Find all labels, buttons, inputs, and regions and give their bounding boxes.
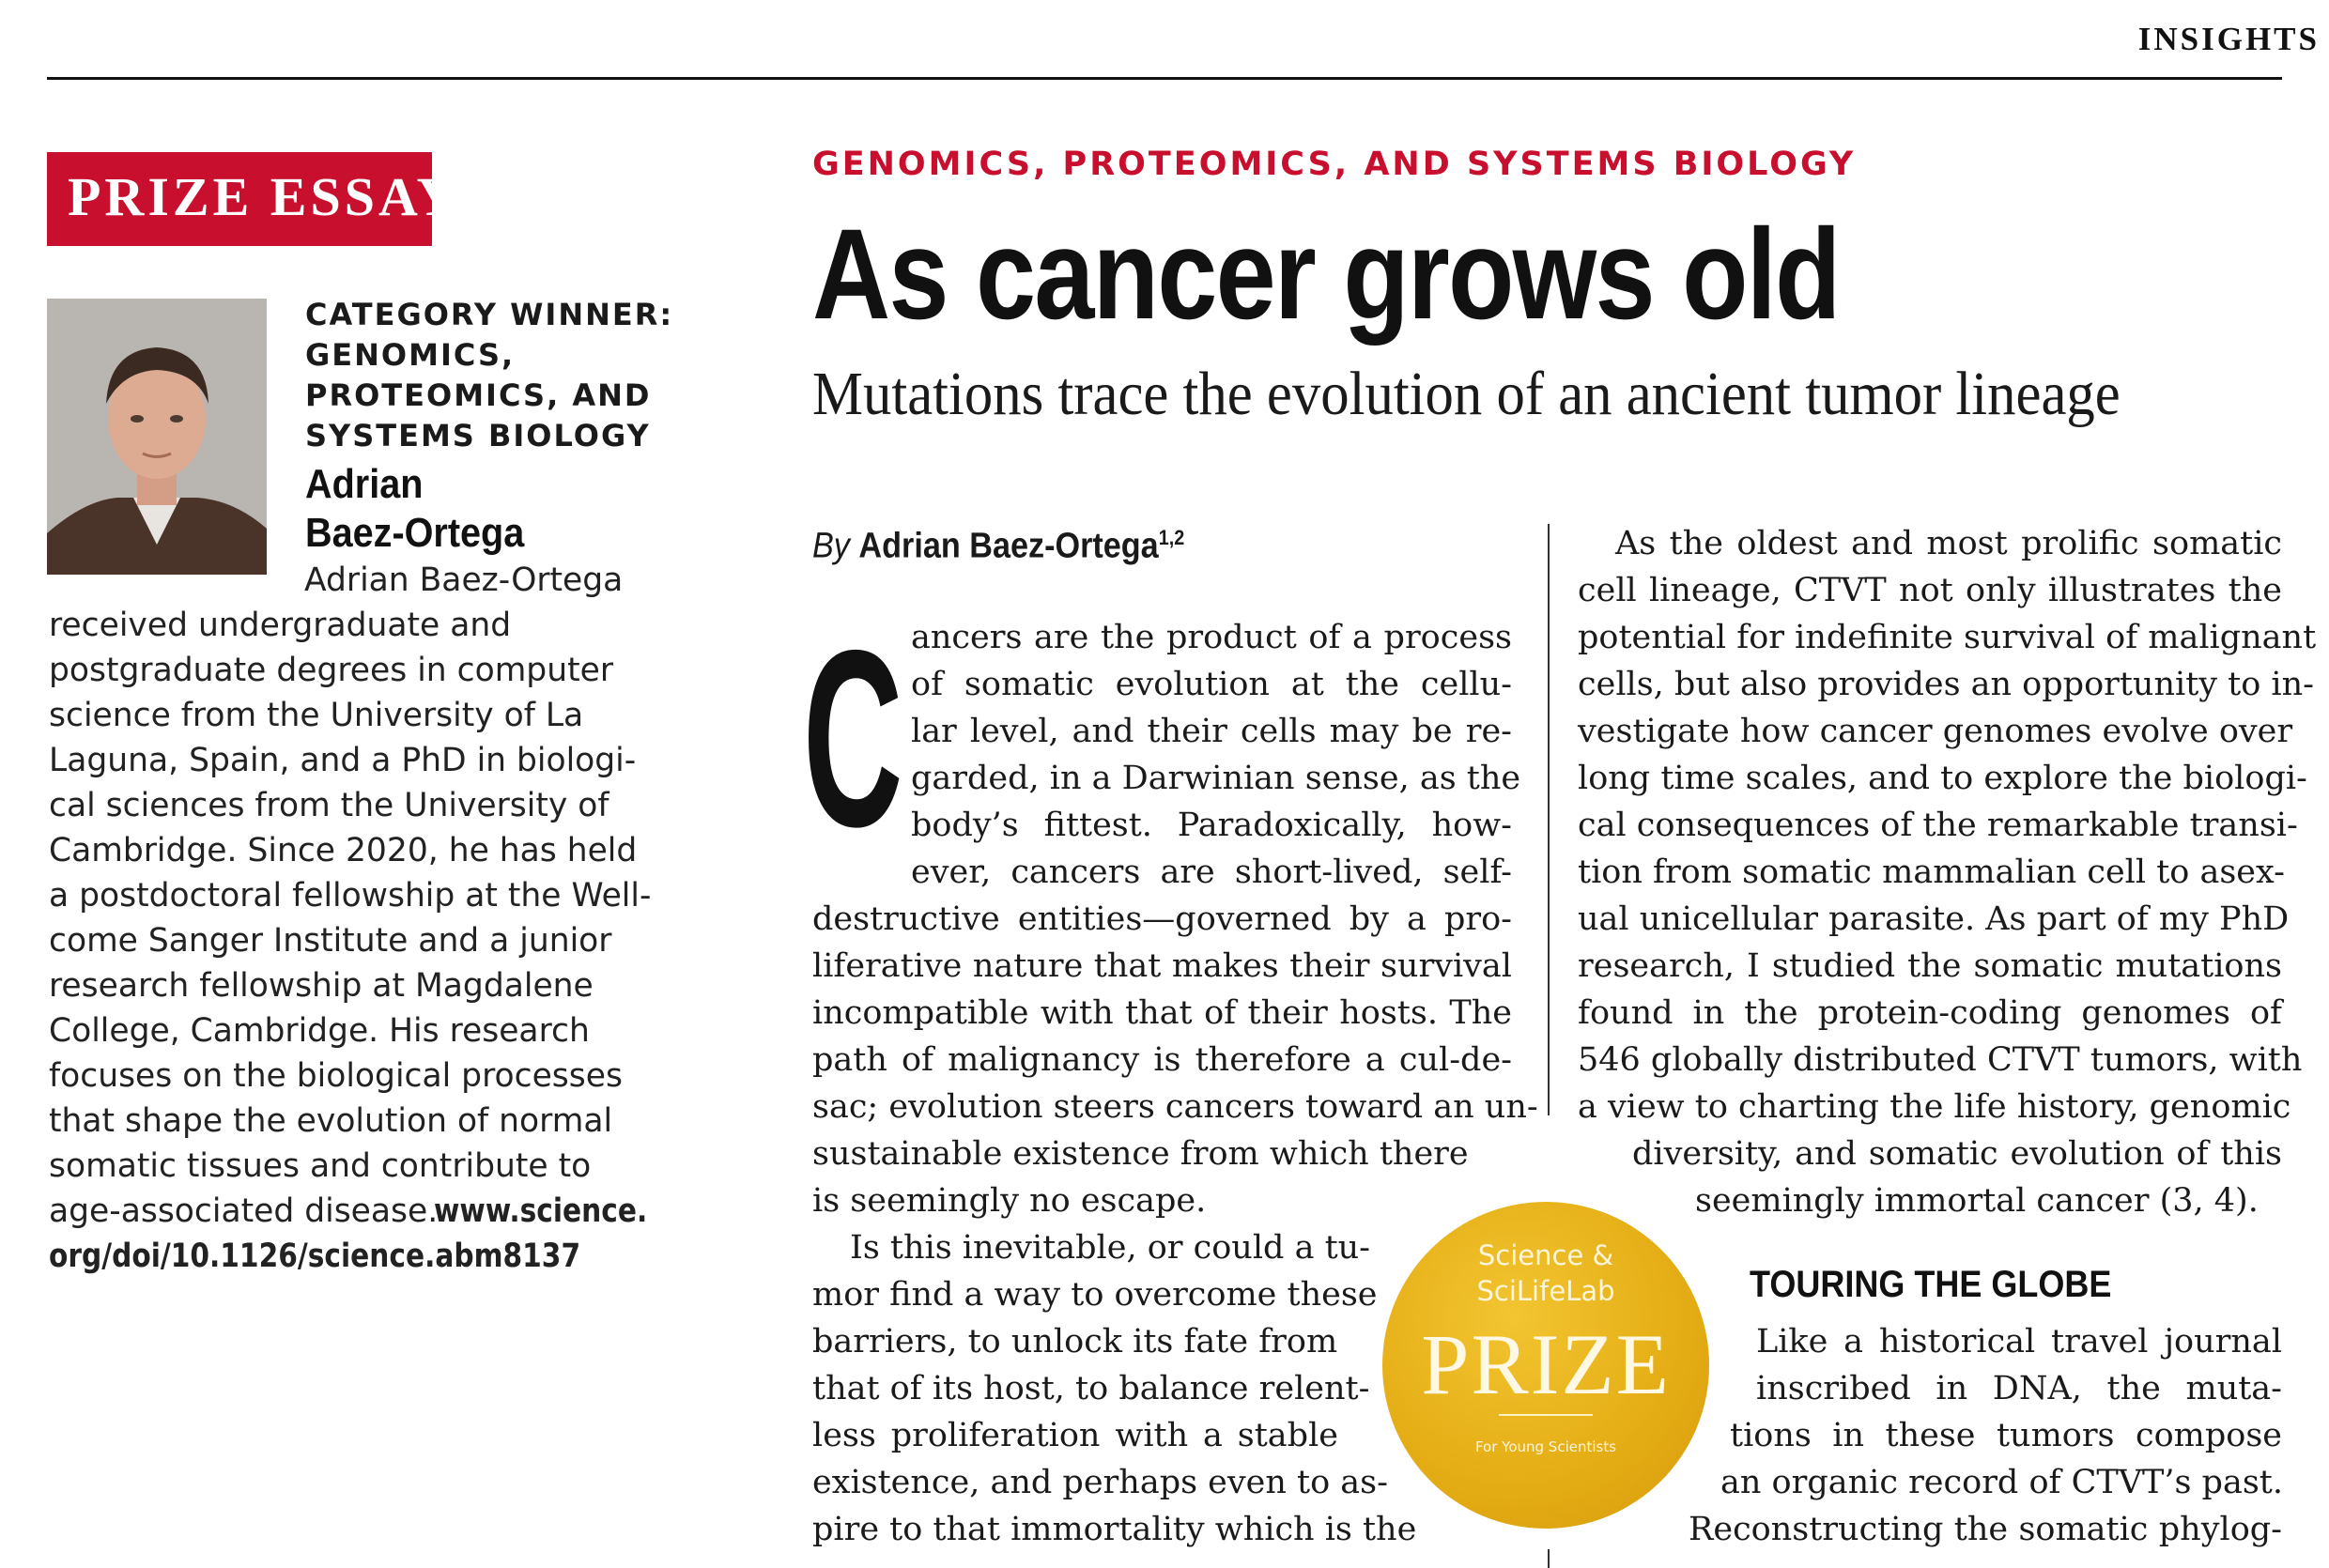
body-line: long time scales, and to explore the biologi-: [1578, 760, 2307, 797]
doi-link[interactable]: org/doi/10.1126/science.abm8137: [49, 1237, 581, 1275]
body-line: As the oldest and most prolific somatic: [1615, 525, 2282, 562]
bio-line: age-associated disease.: [49, 1192, 439, 1230]
body-line: found in the protein-coding genomes of: [1578, 994, 2282, 1032]
bio-line: somatic tissues and contribute to: [49, 1147, 592, 1185]
body-line: lar level, and their cells may be re-: [911, 713, 1512, 750]
prize-essay-banner: [47, 152, 460, 246]
body-line: barriers, to unlock its fate from: [812, 1323, 1338, 1360]
headline: As cancer grows old: [812, 203, 1840, 346]
author-portrait: [47, 299, 267, 575]
column-divider: [1548, 1549, 1550, 1568]
seal-divider: [1499, 1414, 1593, 1416]
bio-line: focuses on the biological processes: [49, 1057, 623, 1095]
body-line: existence, and perhaps even to as-: [812, 1464, 1388, 1501]
bio-line: science from the University of La: [49, 697, 584, 734]
bio-line: received undergraduate and: [49, 607, 512, 644]
bio-line: come Sanger Institute and a junior: [49, 922, 612, 960]
body-line: an organic record of CTVT’s past.: [1720, 1464, 2283, 1501]
body-line: pire to that immortality which is the: [812, 1511, 1417, 1548]
prize-seal: [1382, 1202, 1709, 1529]
body-line: potential for indefinite survival of malignant: [1578, 619, 2317, 656]
bio-line: cal sciences from the University of: [49, 787, 609, 824]
body-line: vestigate how cancer genomes evolve over: [1578, 713, 2293, 750]
body-line: cal consequences of the remarkable transi-: [1578, 807, 2298, 844]
body-line: liferative nature that makes their survival: [812, 947, 1512, 985]
body-line: a view to charting the life history, genomic: [1578, 1088, 2291, 1126]
author-name-line: Baez-Ortega: [305, 510, 525, 556]
seal-subtitle: For Young Scientists: [1474, 1438, 1617, 1455]
body-line: path of malignancy is therefore a cul-de-: [812, 1041, 1512, 1079]
body-line: incompatible with that of their hosts. The: [812, 994, 1512, 1032]
section-label: INSIGHTS: [2137, 21, 2320, 57]
bio-line: Adrian Baez-Ortega: [304, 561, 624, 599]
body-line: body’s fittest. Paradoxically, how-: [911, 807, 1512, 844]
drop-cap: C: [803, 597, 903, 879]
body-line: sustainable existence from which there: [812, 1135, 1469, 1173]
category-winner: [305, 295, 700, 456]
bio-line: Laguna, Spain, and a PhD in biologi-: [49, 742, 637, 779]
portrait-image: [47, 299, 267, 575]
byline: [812, 526, 1184, 567]
body-line: of somatic evolution at the cellu-: [911, 666, 1512, 703]
body-line: destructive entities—governed by a pro-: [812, 900, 1512, 938]
bio-line: postgraduate degrees in computer: [49, 652, 614, 689]
body-line: mor find a way to overcome these: [812, 1276, 1378, 1314]
body-line: inscribed in DNA, the muta-: [1756, 1370, 2282, 1407]
body-line: less proliferation with a stable: [812, 1417, 1338, 1454]
seal-sponsor-line: Science &: [1477, 1239, 1614, 1271]
section-heading: TOURING THE GLOBE: [1750, 1264, 2112, 1305]
body-line: that of its host, to balance relent-: [812, 1370, 1370, 1407]
category-winner-line: CATEGORY WINNER:: [305, 297, 674, 332]
seal-sponsor: [1382, 1237, 1709, 1309]
seal-sponsor-line: SciLifeLab: [1476, 1275, 1615, 1307]
body-line: Is this inevitable, or could a tu-: [850, 1229, 1371, 1267]
seal-prize-word: PRIZE: [1421, 1316, 1671, 1412]
body-line: ever, cancers are short-lived, self-: [911, 853, 1512, 891]
bio-line: Cambridge. Since 2020, he has held: [49, 832, 638, 869]
body-line: Reconstructing the somatic phylog-: [1689, 1511, 2282, 1548]
body-line: ual unicellular parasite. As part of my PhD: [1578, 900, 2290, 938]
body-line: tion from somatic mammalian cell to asex-: [1578, 853, 2285, 891]
body-line: is seemingly no escape.: [812, 1182, 1207, 1220]
body-line: ancers are the product of a process: [911, 619, 1512, 656]
doi-link[interactable]: www.science.: [434, 1192, 648, 1230]
body-line: 546 globally distributed CTVT tumors, with: [1578, 1041, 2303, 1079]
header-rule: [47, 77, 2282, 80]
body-line: cells, but also provides an opportunity to in-: [1578, 666, 2314, 703]
category-winner-line: GENOMICS,: [305, 337, 516, 373]
body-line: sac; evolution steers cancers toward an un-: [812, 1088, 1538, 1126]
bio-line: College, Cambridge. His research: [49, 1012, 590, 1050]
bio-line: that shape the evolution of normal: [49, 1102, 613, 1140]
bio-line: research fellowship at Magdalene: [49, 967, 594, 1005]
byline-affiliation: 1,2: [1158, 526, 1185, 549]
body-line: tions in these tumors compose: [1730, 1417, 2282, 1454]
subheadline: Mutations trace the evolution of an ancient tumor lineage: [812, 360, 2121, 428]
prize-essay-label: PRIZE ESSAY: [68, 166, 460, 227]
category-winner-line: PROTEOMICS, AND: [305, 377, 652, 413]
topic-kicker: GENOMICS, PROTEOMICS, AND SYSTEMS BIOLOGY: [812, 146, 1857, 183]
category-winner-line: SYSTEMS BIOLOGY: [305, 418, 651, 453]
body-line: research, I studied the somatic mutations: [1578, 947, 2282, 985]
body-line: Like a historical travel journal: [1756, 1323, 2282, 1360]
byline-author: Adrian Baez-Ortega: [858, 526, 1159, 566]
author-name: [305, 460, 643, 558]
body-line: diversity, and somatic evolution of this: [1632, 1135, 2282, 1173]
body-line: seemingly immortal cancer (3, 4).: [1695, 1182, 2259, 1220]
column-divider: [1548, 524, 1550, 1115]
author-name-line: Adrian: [305, 461, 424, 507]
body-line: cell lineage, CTVT not only illustrates the: [1578, 572, 2282, 609]
byline-by: By: [812, 526, 850, 566]
body-line: garded, in a Darwinian sense, as the: [911, 760, 1521, 797]
bio-line: a postdoctoral fellowship at the Well-: [49, 877, 652, 915]
